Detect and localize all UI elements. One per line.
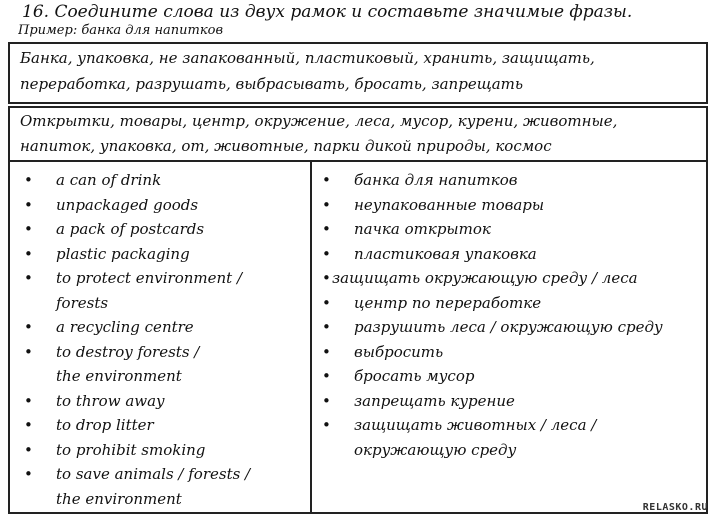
column-divider — [310, 162, 312, 512]
left-list-item — [24, 193, 304, 218]
watermark: RELASKO.RU — [642, 502, 708, 513]
right-list-item — [322, 168, 702, 193]
bullet-icon: • — [322, 269, 331, 287]
bullet-icon: • — [322, 318, 331, 336]
bullet-icon: • — [322, 244, 331, 263]
left-list-item — [24, 315, 304, 340]
bullet-icon: • — [322, 195, 331, 214]
right-item-text: защищать животных / леса / — [354, 416, 597, 434]
bullet-icon: • — [24, 195, 33, 214]
bullet-icon: • — [322, 220, 331, 238]
left-item-text: to save animals / forests / — [56, 465, 251, 483]
bullet-icon: • — [24, 171, 33, 189]
left-item-text: to destroy forests / — [56, 342, 200, 361]
right-list-item — [322, 315, 702, 340]
right-item-text: разрушить леса / окружающую среду — [354, 318, 663, 336]
bullet-icon: • — [24, 269, 33, 287]
bullet-icon: • — [322, 342, 331, 361]
right-item-text: центр по переработке — [354, 293, 542, 312]
word-box-1-line-1: Банка, упаковка, не запакованный, пластиковый, хранить, защищать, — [20, 49, 595, 67]
left-list-item — [24, 217, 304, 242]
word-box-2 — [8, 106, 708, 162]
left-item-text: to protect environment / — [56, 269, 243, 287]
left-item-text: to throw away — [56, 391, 165, 410]
word-box-2-line-2: напиток, упаковка, от, животные, парки дикой природы, космос — [20, 137, 552, 155]
bullet-icon: • — [322, 391, 331, 410]
right-list-item — [322, 291, 702, 316]
left-item-continuation: the environment — [56, 367, 182, 385]
left-item-text: to drop litter — [56, 416, 154, 434]
left-list-item — [24, 266, 304, 315]
bullet-icon: • — [24, 391, 33, 410]
right-list-item — [322, 364, 702, 389]
right-item-text: неупакованные товары — [354, 195, 545, 214]
left-list-item — [24, 413, 304, 438]
right-list-item — [322, 266, 702, 291]
russian-column — [322, 168, 702, 462]
word-box-1 — [8, 42, 708, 104]
left-list-item — [24, 462, 304, 511]
bullet-icon: • — [322, 171, 331, 189]
left-item-text: unpackaged goods — [56, 195, 199, 214]
left-item-text: plastic packaging — [56, 244, 190, 263]
bullet-icon: • — [322, 293, 331, 312]
left-list-item — [24, 242, 304, 267]
example-line: Пример: банка для напитков — [18, 23, 224, 38]
bullet-icon: • — [24, 440, 33, 459]
right-list-item — [322, 193, 702, 218]
left-list-item — [24, 168, 304, 193]
left-item-continuation: forests — [56, 293, 109, 312]
right-item-continuation: окружающую среду — [354, 440, 517, 459]
bullet-icon: • — [24, 342, 33, 361]
left-list-item — [24, 389, 304, 414]
word-box-2-line-1: Открытки, товары, центр, окружение, леса, мусор, курени, животные, — [20, 112, 618, 130]
right-list-item — [322, 413, 702, 462]
bullet-icon: • — [322, 367, 331, 385]
word-box-1-line-2: переработка, разрушать, выбрасывать, бросать, запрещать — [20, 75, 524, 93]
left-list-item — [24, 340, 304, 389]
right-item-text: выбросить — [354, 342, 444, 361]
bullet-icon: • — [24, 416, 33, 434]
bullet-icon: • — [24, 465, 33, 483]
english-column — [24, 168, 304, 511]
right-list-item — [322, 242, 702, 267]
right-item-text: банка для напитков — [354, 171, 518, 189]
bullet-icon: • — [24, 318, 33, 336]
right-item-text: пластиковая упаковка — [354, 244, 537, 263]
right-item-text: пачка открыток — [354, 220, 491, 238]
right-list-item — [322, 217, 702, 242]
bullet-icon: • — [322, 416, 331, 434]
bullet-icon: • — [24, 244, 33, 263]
left-item-continuation: the environment — [56, 489, 182, 508]
exercise-title: 16. Соедините слова из двух рамок и составьте значимые фразы. — [22, 2, 633, 22]
right-list-item — [322, 389, 702, 414]
right-item-text: бросать мусор — [354, 367, 475, 385]
left-item-text: to prohibit smoking — [56, 440, 206, 459]
left-item-text: a can of drink — [56, 171, 162, 189]
bullet-icon: • — [24, 220, 33, 238]
right-list-item — [322, 340, 702, 365]
right-item-text: защищать окружающую среду / леса — [332, 269, 638, 287]
answers-table — [8, 160, 708, 514]
right-item-text: запрещать курение — [354, 391, 515, 410]
left-item-text: a recycling centre — [56, 318, 194, 336]
left-item-text: a pack of postcards — [56, 220, 205, 238]
left-list-item — [24, 438, 304, 463]
